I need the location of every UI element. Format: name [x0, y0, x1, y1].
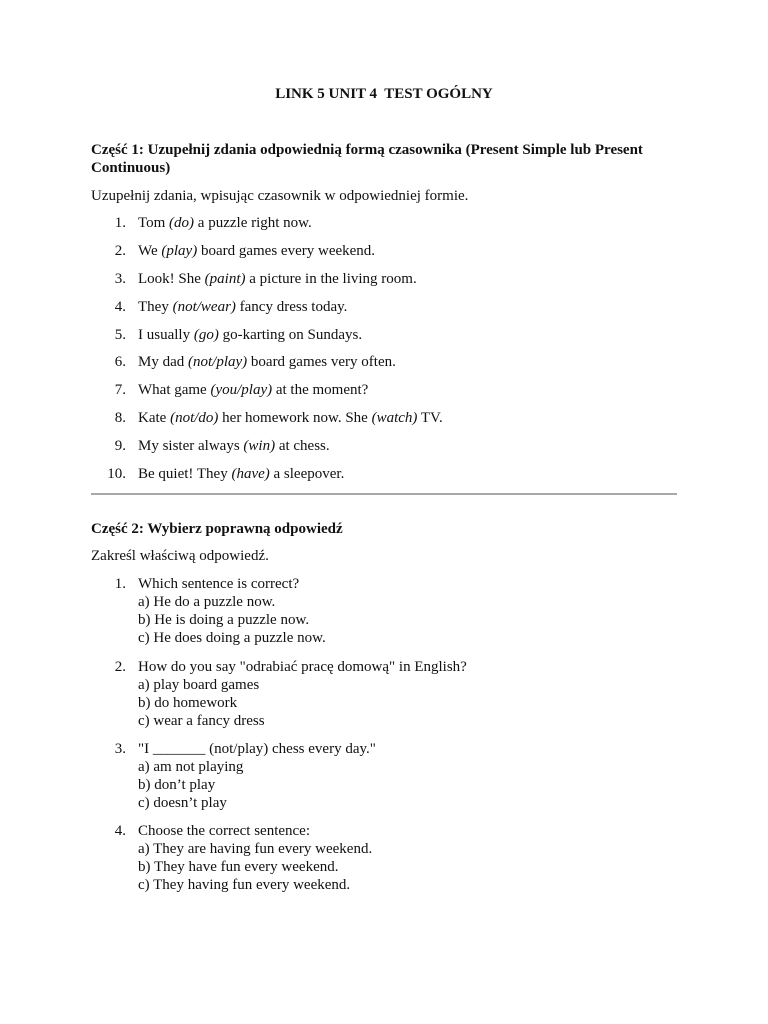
sentence-text: her homework now. She	[218, 410, 372, 427]
answer-option: c) He does doing a puzzle now.	[138, 630, 326, 646]
question-text: Which sentence is correct?	[138, 576, 300, 592]
exercise-item	[91, 242, 443, 270]
sentence-text: a sleepover.	[269, 466, 345, 483]
answer-option: b) do homework	[138, 695, 238, 711]
question-text: How do you say "odrabiać pracę domową" in English?	[138, 659, 467, 675]
exercise-number: 1.	[114, 215, 126, 231]
sentence-text: board games every weekend.	[197, 242, 376, 259]
sentence-text: Tom	[138, 215, 170, 231]
sentence-text: What game	[138, 382, 211, 399]
sentence-text: I usually	[138, 326, 194, 343]
verb-hint: (you/play)	[210, 382, 273, 399]
sentence-text: Be quiet! They	[138, 466, 232, 483]
document-title: LINK 5 UNIT 4 TEST OGÓLNY	[275, 86, 493, 102]
exercise-number: 2.	[114, 242, 126, 259]
sentence-text: at the moment?	[272, 382, 369, 399]
section1-heading: Część 1: Uzupełnij zdania odpowiednią formą czasownika (Present Simple lub Present Continuous)	[91, 142, 643, 176]
verb-hint: (go)	[193, 326, 219, 343]
sentence-text: a puzzle right now.	[194, 215, 312, 231]
exercise-item	[91, 437, 443, 465]
quiz-question	[91, 740, 677, 812]
answer-option: b) He is doing a puzzle now.	[138, 612, 310, 628]
sentence-text: Kate	[138, 410, 171, 427]
answer-option: c) doesn’t play	[138, 795, 227, 811]
section2-instruction: Zakreśl właściwą odpowiedź.	[91, 548, 269, 564]
verb-hint: (do)	[169, 215, 195, 231]
quiz-question	[91, 658, 677, 730]
verb-hint: (paint)	[204, 270, 246, 287]
sentence-text: Look! She	[138, 270, 205, 287]
section1-exercise-list	[91, 214, 443, 493]
question-number: 2.	[114, 659, 126, 675]
answer-option: a) play board games	[138, 677, 260, 693]
exercise-item	[91, 353, 443, 381]
exercise-number: 6.	[114, 354, 126, 371]
exercise-number: 3.	[114, 270, 126, 287]
exercise-number: 7.	[114, 382, 126, 399]
verb-hint: (not/play)	[188, 354, 248, 371]
quiz-question	[91, 822, 677, 894]
exercise-item	[91, 381, 443, 409]
exercise-number: 8.	[114, 410, 126, 427]
sentence-text: My sister always	[138, 438, 244, 455]
answer-option: a) They are having fun every weekend.	[138, 841, 373, 857]
verb-hint: (win)	[243, 438, 276, 455]
answer-option: a) am not playing	[138, 759, 244, 775]
answer-option: a) He do a puzzle now.	[138, 594, 276, 610]
sentence-text: fancy dress today.	[235, 298, 348, 315]
question-text: Choose the correct sentence:	[138, 823, 311, 839]
question-text: "I _______ (not/play) chess every day."	[138, 741, 376, 757]
verb-hint: (not/do)	[170, 410, 219, 427]
section1-instruction: Uzupełnij zdania, wpisując czasownik w odpowiedniej formie.	[91, 188, 469, 204]
sentence-text: We	[138, 242, 162, 259]
exercise-item	[91, 298, 443, 326]
verb-hint: (watch)	[371, 410, 418, 427]
question-number: 3.	[114, 741, 126, 757]
exercise-number: 5.	[114, 326, 126, 343]
exercise-item	[91, 270, 443, 298]
exercise-number: 9.	[114, 438, 126, 455]
quiz-question	[91, 575, 677, 647]
exercise-number: 10.	[107, 466, 126, 483]
section2-heading: Część 2: Wybierz poprawną odpowiedź	[91, 521, 343, 537]
verb-hint: (have)	[231, 466, 270, 483]
exercise-item	[91, 465, 443, 493]
exercise-item	[91, 409, 443, 437]
answer-option: c) They having fun every weekend.	[138, 877, 351, 893]
sentence-text: TV.	[417, 410, 443, 427]
sentence-text: They	[138, 298, 173, 315]
sentence-text: at chess.	[275, 438, 330, 455]
answer-option: b) don’t play	[138, 777, 216, 793]
verb-hint: (not/wear)	[172, 298, 236, 315]
exercise-number: 4.	[114, 298, 126, 315]
section-divider	[91, 493, 677, 495]
question-number: 4.	[114, 823, 126, 839]
sentence-text: go-karting on Sundays.	[218, 326, 363, 343]
sentence-text: a picture in the living room.	[245, 270, 417, 287]
question-number: 1.	[114, 576, 126, 592]
answer-option: c) wear a fancy dress	[138, 713, 265, 729]
sentence-text: My dad	[138, 354, 188, 371]
exercise-item	[91, 326, 443, 354]
exercise-item	[91, 214, 443, 242]
sentence-text: board games very often.	[247, 354, 396, 371]
answer-option: b) They have fun every weekend.	[138, 859, 339, 875]
verb-hint: (play)	[161, 242, 198, 259]
